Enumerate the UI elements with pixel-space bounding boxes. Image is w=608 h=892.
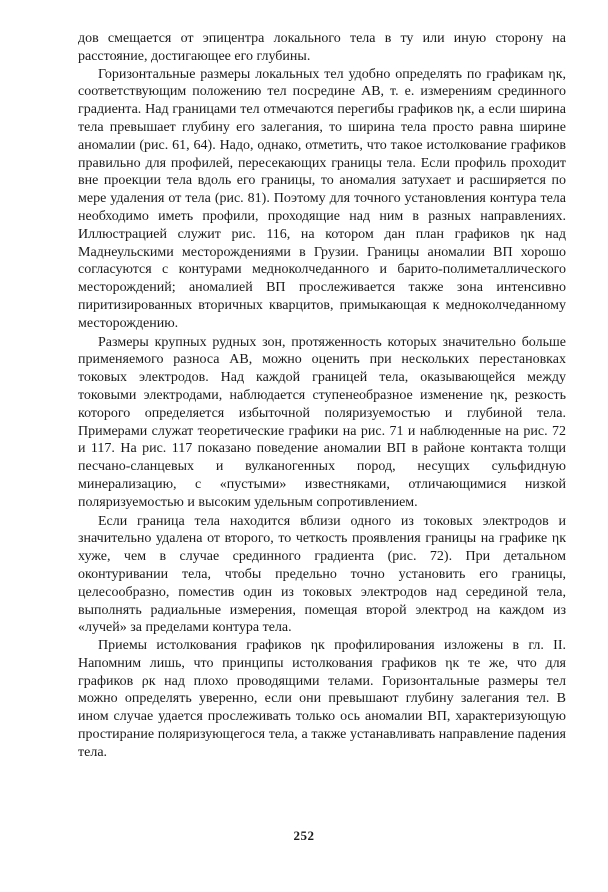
paragraph-interpretation: Приемы истолкования графиков ηк профилирования изложены в гл. II. Напомним лишь, что принципы истолкования графиков ηк те же, что для графиков ρк над плохо проводящими телами. Горизонтальные размеры тел можно определять уверенно, если они превышают глубину залегания тел. В ином случае удается прослеживать только ось аномалии ВП, характеризующую простирание поляризующегося тела, а также устанавливать направление падения тела. [78, 638, 566, 760]
paragraph-ore-zones: Размеры крупных рудных зон, протяженность которых значительно больше применяемого разноса AB, можно оценить при нескольких перестановках токовых электродов. Над каждой границей тела, оказывающейся между токовыми электродами, наблюдается ступенеобразное изменение ηк, резкость которого определяется избыточной поляризуемостью и глубиной тела. Примерами служат теоретические графики на рис. 71 и наблюденные на рис. 72 и 117. На рис. 117 показано поведение аномалии ВП в районе контакта толщи песчано-сланцевых и вулканогенных пород, несущих сульфидную минерализацию, с «пустыми» известняками, отличающимися низкой поляризуемостью и высоким удельным сопротивлением. [78, 334, 566, 510]
paragraph-continuation: дов смещается от эпицентра локального тела в ту или иную сторону на расстояние, достигающее его глубины. [78, 31, 566, 64]
page-number: 252 [293, 828, 315, 843]
paragraph-horizontal-sizes: Горизонтальные размеры локальных тел удобно определять по графикам ηк, соответствующим положению тел посредине AB, т. е. измерениям срединного градиента. Над границами тел отмечаются перегибы графиков ηк, а если ширина тела превышает глубину его залегания, то ширина тела просто равна ширине аномалии (рис. 61, 64). Надо, однако, отметить, что такое истолкование графиков правильно для профилей, пересекающих границы тела. Если профиль проходит вне проекции тела вдоль его границы, то аномалия затухает и расширяется по мере удаления от тела (рис. 81). Поэтому для точного установления контура тела необходимо иметь профили, проходящие над ним в разных направлениях. Иллюстрацией служит рис. 116, на котором дан план графиков ηк над Маднеульскими месторождениями в Грузии. Границы аномалии ВП хорошо согласуются с контурами медноколчеданного и барито-полиметаллического месторождений; аномалией ВП прослеживается также зона интенсивно пиритизированных вторичных кварцитов, примыкающая к медноколчеданному месторождению. [78, 66, 566, 331]
paragraph-body-boundary: Если граница тела находится вблизи одного из токовых электродов и значительно удалена от второго, то четкость проявления границы на графике ηк хуже, чем в случае срединного градиента (рис. 72). При детальном оконтуривании тела, чтобы предельно точно установить его границы, целесообразно, поместив один из токовых электродов над серединой тела, выполнять радиальные измерения, помещая второй электрод на каждом из «лучей» за пределами контура тела. [78, 513, 566, 636]
book-page-text [78, 30, 566, 762]
